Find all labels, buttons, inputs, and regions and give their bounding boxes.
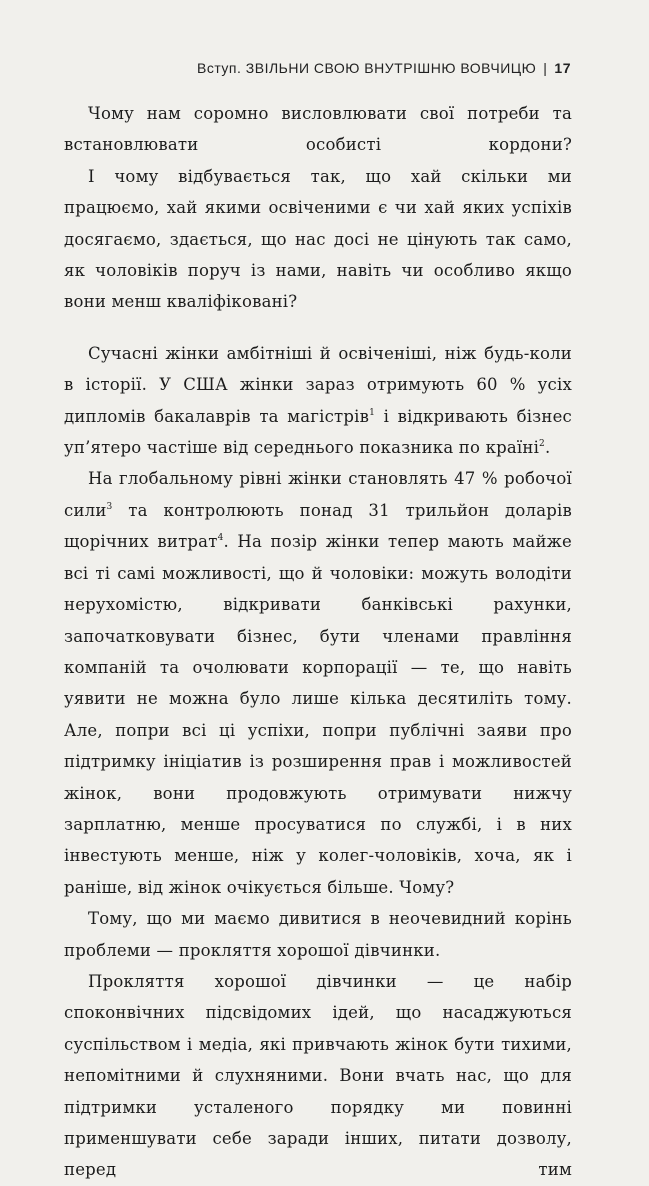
paragraph-text: На глобальному рівні жінки становлять 47 % робочої сили: [64, 469, 572, 520]
paragraph: Чому нам соромно висловлювати свої потреби та встановлювати особисті кордони?: [64, 104, 572, 155]
footnote-marker: 3: [106, 501, 113, 512]
page-number: 17: [554, 60, 571, 76]
header-separator: |: [543, 60, 548, 76]
paragraph: Прокляття хорошої дівчинки — це набір споконвічних підсвідомих ідей, що насаджуються суспільством і медіа, які привчають жінок бути тихими, непомітними й слухняними. Вони вчать нас, що для підтримки усталеного порядку ми повинні применшувати себе заради інших, питати дозволу, перед тим: [64, 971, 572, 1180]
running-header: [197, 60, 571, 76]
paragraph-text: . На позір жінки тепер мають майже всі ті самі можливості, що й чоловіки: можуть володіти нерухомістю, відкривати банківські рахунки, започатковувати бізнес, бути членами правління компаній та очолювати корпорації — те, що навіть уявити не можна було лише кілька десятиліть тому. Але, попри всі ці успіхи, попри публічні заяви про підтримку ініціатив із розширення прав і можливостей жінок, вони продовжують отримувати нижчу зарплатню, менше просуватися по службі, і в них інвестують менше, ніж у колег-чоловіків, хоча, як і раніше, від жінок очікується більше. Чому?: [64, 532, 573, 897]
paragraph-text: .: [544, 438, 551, 458]
paragraph-text: і відкривають бізнес уп’ятеро частіше від середнього показника по країні: [64, 406, 572, 458]
body-text: [64, 98, 572, 1186]
footnote-marker: 4: [217, 533, 224, 544]
paragraph-text: Сучасні жінки амбітніші й освіченіші, ніж будь-коли в історії. У США жінки зараз отримують 60 % усіх дипломів бакалаврів та магістрів: [64, 343, 572, 426]
footnote-marker: 1: [369, 407, 376, 418]
chapter-title: Вступ. ЗВІЛЬНИ СВОЮ ВНУТРІШНЮ ВОВЧИЦЮ: [197, 60, 537, 76]
footnote-marker: 2: [539, 439, 545, 450]
paragraph: [64, 338, 572, 464]
paragraph: І чому відбувається так, що хай скільки ми працюємо, хай якими освіченими є чи хай яких успіхів досягаємо, здається, що нас досі не цінують так само, як чоловіків поруч із нами, навіть чи особливо якщо вони менш кваліфіковані?: [64, 166, 572, 312]
paragraph-text: та контролюють понад 31 трильйон доларів щорічних витрат: [64, 500, 572, 552]
paragraph: [64, 463, 572, 903]
paragraph: Тому, що ми маємо дивитися в неочевидний корінь проблеми — прокляття хорошої дівчинки.: [64, 909, 572, 960]
